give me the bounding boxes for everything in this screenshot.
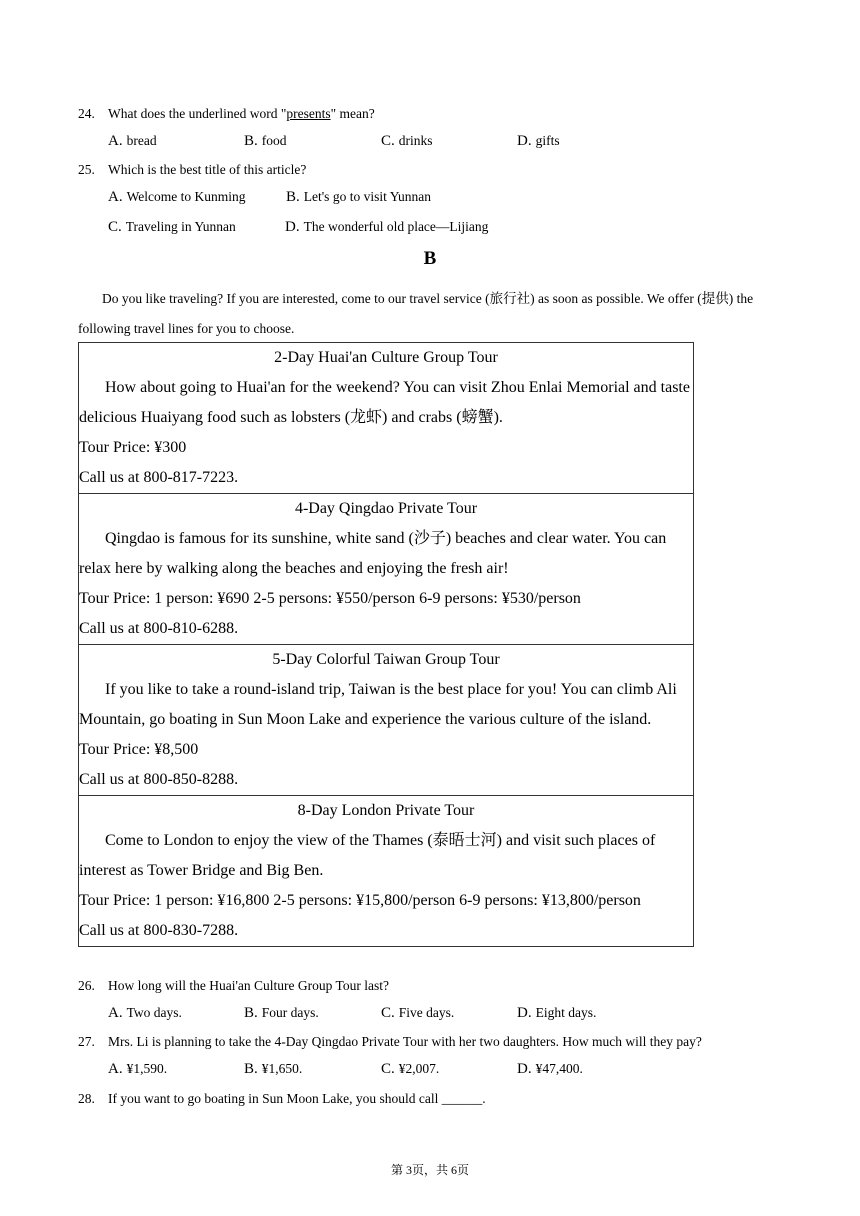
option-letter: A. <box>108 189 123 205</box>
option-24-c[interactable] <box>381 132 433 150</box>
option-text: food <box>261 133 287 148</box>
option-27-d[interactable] <box>517 1060 583 1078</box>
tour-cell-qingdao <box>79 493 693 644</box>
option-27-b[interactable] <box>244 1060 302 1078</box>
question-28 <box>78 1090 486 1108</box>
option-24-b[interactable] <box>244 132 287 150</box>
tour-description <box>79 524 693 584</box>
option-letter: D. <box>517 133 532 149</box>
intro-paragraph <box>78 284 778 344</box>
option-text: The wonderful old place—Lijiang <box>303 219 489 234</box>
option-letter: C. <box>108 219 122 235</box>
option-letter: A. <box>108 133 123 149</box>
tour-cell-taiwan <box>79 644 693 795</box>
question-27 <box>78 1033 702 1051</box>
tour-price: Tour Price: 1 person: ¥16,800 2-5 persons: ¥15,800/person 6-9 persons: ¥13,800/person <box>79 892 641 909</box>
question-text: If you want to go boating in Sun Moon Lake, you should call ______. <box>108 1091 486 1106</box>
question-number: 28. <box>78 1091 95 1106</box>
option-text: bread <box>126 133 157 148</box>
option-letter: A. <box>108 1005 123 1021</box>
tour-price: Tour Price: 1 person: ¥690 2-5 persons: ¥550/person 6-9 persons: ¥530/person <box>79 590 581 607</box>
option-text: drinks <box>398 133 433 148</box>
option-text: ¥47,400. <box>535 1061 583 1076</box>
page-footer: 第 3页，共 6页 <box>390 1163 469 1177</box>
option-24-d[interactable] <box>517 132 560 150</box>
question-text: Which is the best title of this article? <box>108 162 307 177</box>
section-heading: B <box>423 248 437 269</box>
tour-price: Tour Price: ¥300 <box>79 439 187 456</box>
option-25-a[interactable] <box>108 188 245 206</box>
tour-title: 4-Day Qingdao Private Tour <box>294 500 478 517</box>
option-text: Eight days. <box>535 1005 597 1020</box>
option-25-c[interactable] <box>108 218 236 236</box>
option-letter: B. <box>244 133 258 149</box>
option-letter: B. <box>286 189 300 205</box>
option-letter: D. <box>285 219 300 235</box>
tour-phone: Call us at 800-817-7223. <box>79 469 239 486</box>
option-26-d[interactable] <box>517 1004 596 1022</box>
option-text: Five days. <box>398 1005 455 1020</box>
option-27-a[interactable] <box>108 1060 167 1078</box>
question-number: 26. <box>78 978 95 993</box>
question-text: Mrs. Li is planning to take the 4-Day Qingdao Private Tour with her two daughters. How much will they pay? <box>108 1034 702 1049</box>
tour-title: 5-Day Colorful Taiwan Group Tour <box>272 651 500 668</box>
intro-text: Do you like traveling? If you are interested, come to our travel service (旅行社) as soon as possible. We offer (提供) the following travel lines for you to choose. <box>78 291 754 336</box>
option-letter: C. <box>381 133 395 149</box>
tour-description-text: Qingdao is famous for its sunshine, white sand (沙子) beaches and clear water. You can relax here by walking along the beaches and enjoying the fresh air! <box>79 530 667 577</box>
option-letter: D. <box>517 1005 532 1021</box>
question-number: 27. <box>78 1034 95 1049</box>
option-text: Four days. <box>261 1005 319 1020</box>
option-text: Let's go to visit Yunnan <box>303 189 431 204</box>
option-text: Welcome to Kunming <box>126 189 246 204</box>
option-text: Traveling in Yunnan <box>125 219 236 234</box>
tour-description-text: Come to London to enjoy the view of the Thames (泰晤士河) and visit such places of interest as Tower Bridge and Big Ben. <box>79 832 656 879</box>
option-letter: A. <box>108 1061 123 1077</box>
tour-phone: Call us at 800-830-7288. <box>79 922 239 939</box>
tour-description-text: How about going to Huai'an for the weekend? You can visit Zhou Enlai Memorial and taste delicious Huaiyang food such as lobsters (龙虾) and crabs (螃蟹). <box>79 379 690 426</box>
option-26-a[interactable] <box>108 1004 182 1022</box>
tour-cell-london <box>79 795 693 946</box>
question-text: How long will the Huai'an Culture Group Tour last? <box>108 978 389 993</box>
question-text-part: " mean? <box>330 106 375 121</box>
option-25-b[interactable] <box>286 188 431 206</box>
option-26-c[interactable] <box>381 1004 454 1022</box>
tour-description <box>79 373 693 433</box>
tour-table <box>78 342 694 947</box>
option-24-a[interactable] <box>108 132 157 150</box>
option-letter: B. <box>244 1061 258 1077</box>
question-text-part: What does the underlined word " <box>108 106 287 121</box>
question-26 <box>78 977 389 995</box>
option-letter: C. <box>381 1061 395 1077</box>
tour-price: Tour Price: ¥8,500 <box>79 741 199 758</box>
tour-title: 8-Day London Private Tour <box>297 802 475 819</box>
tour-phone: Call us at 800-810-6288. <box>79 620 239 637</box>
tour-cell-huaian <box>79 343 693 493</box>
tour-description-text: If you like to take a round-island trip, Taiwan is the best place for you! You can climb Ali Mountain, go boating in Sun Moon Lake and experience the various culture of the island. <box>79 681 677 728</box>
option-27-c[interactable] <box>381 1060 439 1078</box>
question-number: 25. <box>78 162 95 177</box>
option-letter: D. <box>517 1061 532 1077</box>
question-25 <box>78 161 306 179</box>
tour-description <box>79 826 693 886</box>
tour-description <box>79 675 693 735</box>
question-24 <box>78 105 375 123</box>
tour-phone: Call us at 800-850-8288. <box>79 771 239 788</box>
option-text: Two days. <box>126 1005 182 1020</box>
question-number: 24. <box>78 106 95 121</box>
option-25-d[interactable] <box>285 218 488 236</box>
option-letter: C. <box>381 1005 395 1021</box>
underlined-word: presents <box>286 106 331 121</box>
tour-title: 2-Day Huai'an Culture Group Tour <box>274 349 498 366</box>
option-text: ¥2,007. <box>398 1061 440 1076</box>
option-letter: B. <box>244 1005 258 1021</box>
option-26-b[interactable] <box>244 1004 319 1022</box>
option-text: ¥1,590. <box>126 1061 168 1076</box>
option-text: ¥1,650. <box>261 1061 303 1076</box>
option-text: gifts <box>535 133 560 148</box>
